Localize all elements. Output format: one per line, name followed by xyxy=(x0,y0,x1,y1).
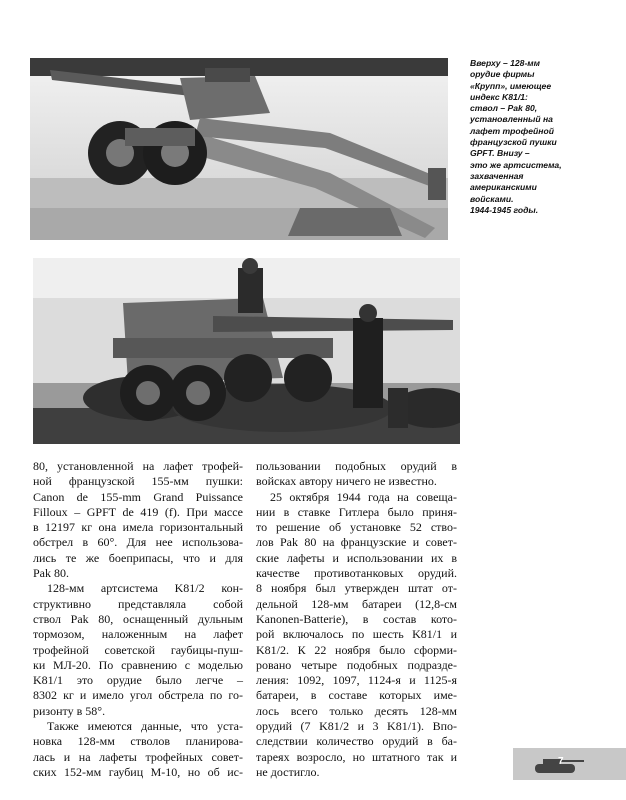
text-line: 8302 кг и имело угол обстрела по го- xyxy=(33,688,243,703)
text-line: ки МЛ-20. По сравнению с моделью xyxy=(33,657,243,672)
caption-line: GPFT. Внизу – xyxy=(470,148,530,159)
text-line: ризонту в 58°. xyxy=(33,703,106,718)
text-line: Также имеются данные, что уста- xyxy=(47,719,243,734)
text-line: пользовании подобных орудий в xyxy=(256,459,457,473)
text-line: рой включалось по шесть K81/1 и xyxy=(256,627,457,642)
photo-caption xyxy=(470,58,588,216)
text-line: орудий (7 K81/2 и 3 K81/1). Впо- xyxy=(256,719,457,734)
text-line: Pak 80. xyxy=(33,566,69,581)
caption-line: индекс K81/1: xyxy=(470,91,528,102)
text-line: K81/2. К 22 ноября было сформи- xyxy=(256,642,457,657)
text-line: тормозом, наложенным на лафет xyxy=(33,627,243,642)
caption-line: ствол – Pak 80, xyxy=(470,103,538,114)
text-line: войсках автору ничего не известно. xyxy=(256,474,437,489)
text-line: нии в ставке Гитлера было приня- xyxy=(256,504,457,519)
caption-line: установленный на xyxy=(470,114,553,125)
text-line: то решение об установке 52 ство- xyxy=(256,520,457,535)
caption-line: Вверху – 128-мм xyxy=(470,58,541,68)
text-line: Canon de 155-mm Grand Puissance xyxy=(33,489,243,504)
text-line: новка 128-мм стволов планирова- xyxy=(33,734,243,749)
caption-line: орудие фирмы xyxy=(470,69,535,80)
text-line: обстрел в 60°. Для нее использова- xyxy=(33,535,243,550)
text-line: ной французской 155-мм пушки: xyxy=(33,474,243,489)
text-line: ствол Pak 80, оснащенный дульным xyxy=(33,611,243,626)
photo-bottom-image xyxy=(33,258,460,444)
text-line: 25 октября 1944 года на совеща- xyxy=(270,489,457,504)
text-line: 80, установленной на лафет трофей- xyxy=(33,459,243,473)
photo-krupp-k81-1 xyxy=(30,58,448,240)
text-line: ления: 1092, 1097, 1124-я и 1125-я xyxy=(256,673,457,688)
text-line: трофейной советской гаубицы-пуш- xyxy=(33,642,243,657)
text-line: лись те же боеприпасы, что и для xyxy=(33,550,243,565)
caption-line: «Крупп», имеющее xyxy=(470,80,552,91)
text-line: ские лафеты и использовании их в xyxy=(256,550,457,565)
page-number-tab xyxy=(513,748,626,780)
text-line: Filloux – GPFT de 419 (f). При массе xyxy=(33,504,243,519)
caption-line: лафет трофейной xyxy=(470,125,554,136)
text-line: качестве противотанковых орудий. xyxy=(256,566,457,581)
text-line: лось всего только десять 128-мм xyxy=(256,703,457,718)
text-line: структивно представляла собой xyxy=(33,596,243,611)
text-line: Kanonen-Batterie), в состав кото- xyxy=(256,611,457,626)
photo-top-image xyxy=(30,58,448,240)
text-line: следствии количество орудий в ба- xyxy=(256,734,457,749)
text-line: ских 152-мм гаубиц М-10, но об ис- xyxy=(33,764,243,779)
caption-line: французской пушки xyxy=(470,137,557,148)
text-line: ровано четыре подобных подразде- xyxy=(256,657,457,672)
text-column-left xyxy=(33,459,243,780)
photo-captured-k81-1 xyxy=(33,258,460,444)
text-line: 128-мм артсистема K81/2 кон- xyxy=(47,581,243,596)
text-line: 8 ноября был утвержден штат от- xyxy=(256,581,457,596)
text-line: дельной 128-мм батареи (12,8-см xyxy=(256,596,457,611)
text-line: лов Pak 80 на французские и совет- xyxy=(256,535,457,550)
text-line: тареях возросло, но штатного так и xyxy=(256,749,457,764)
caption-line: это же артсистема, xyxy=(470,159,562,170)
page-number: 7 xyxy=(558,756,564,767)
text-line: в 12197 кг она имела горизонтальный xyxy=(33,520,243,535)
text-line: батареи, в составе которых име- xyxy=(256,688,457,703)
text-line: K81/1 это орудие было легче – xyxy=(33,673,243,688)
caption-line: войсками. xyxy=(470,193,514,204)
caption-line: американскими xyxy=(470,182,537,193)
caption-line: захваченная xyxy=(470,170,524,181)
text-line: не достигло. xyxy=(256,764,320,779)
text-line: лась и на лафеты трофейных совет- xyxy=(33,749,243,764)
text-column-right xyxy=(256,459,457,780)
caption-line: 1944-1945 годы. xyxy=(470,204,539,215)
